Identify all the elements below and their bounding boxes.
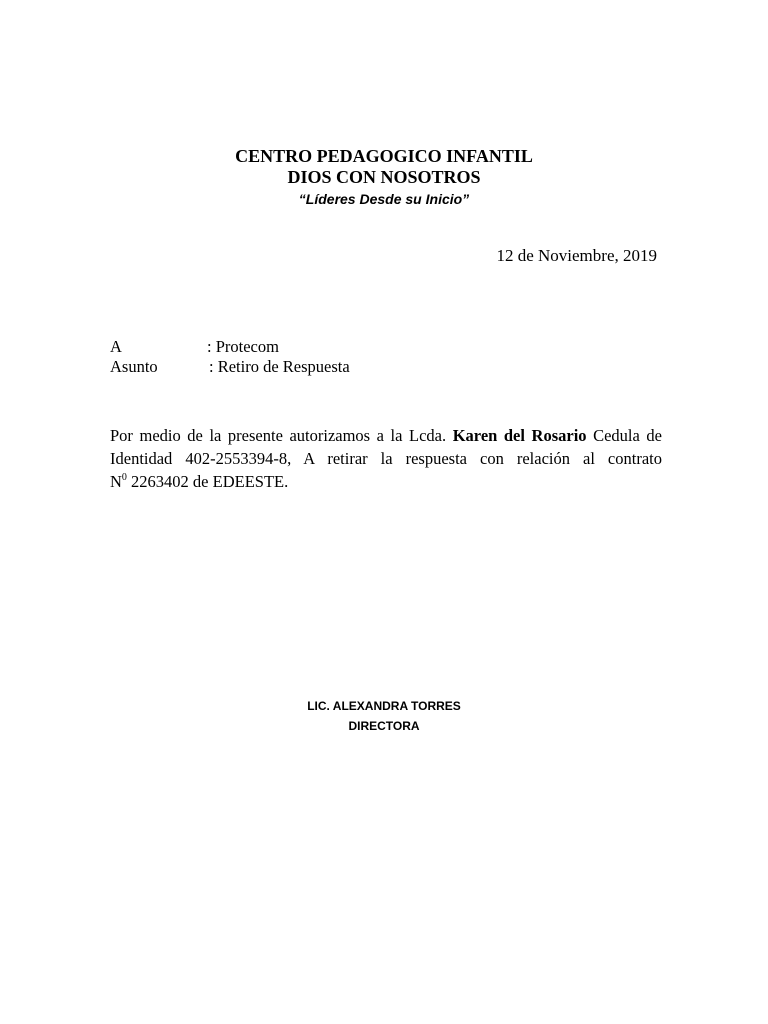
- body-text-part1: Por medio de la presente autorizamos a la Lcda.: [110, 426, 453, 445]
- signatory-title: DIRECTORA: [348, 719, 420, 733]
- institution-name-line2: DIOS CON NOSOTROS: [287, 167, 481, 187]
- letter-meta: [110, 337, 350, 377]
- number-prefix: N: [110, 472, 122, 491]
- subject-label: Asunto: [110, 357, 158, 376]
- body-text-part3: 2263402 de EDEESTE.: [126, 472, 289, 491]
- number-superscript: 0: [121, 472, 127, 483]
- letter-date: 12 de Noviembre, 2019: [496, 246, 657, 265]
- contract-number: [110, 472, 288, 491]
- recipient-row: [110, 337, 350, 357]
- letter-body: [110, 424, 662, 493]
- recipient-label: A: [110, 337, 122, 356]
- letterhead: [0, 146, 768, 209]
- subject-value: : Retiro de Respuesta: [209, 357, 350, 376]
- recipient-value: : Protecom: [207, 337, 279, 356]
- body-text-part2: Cedula de Identidad 402-2553394-8, A retirar la respuesta con relación al contrato: [110, 426, 662, 468]
- institution-motto: “Líderes Desde su Inicio”: [298, 191, 470, 207]
- signatory-name: LIC. ALEXANDRA TORRES: [307, 699, 461, 713]
- signature-block: [0, 696, 768, 736]
- authorized-person-name: Karen del Rosario: [452, 426, 587, 445]
- subject-row: [110, 357, 350, 377]
- institution-name-line1: CENTRO PEDAGOGICO INFANTIL: [235, 146, 533, 166]
